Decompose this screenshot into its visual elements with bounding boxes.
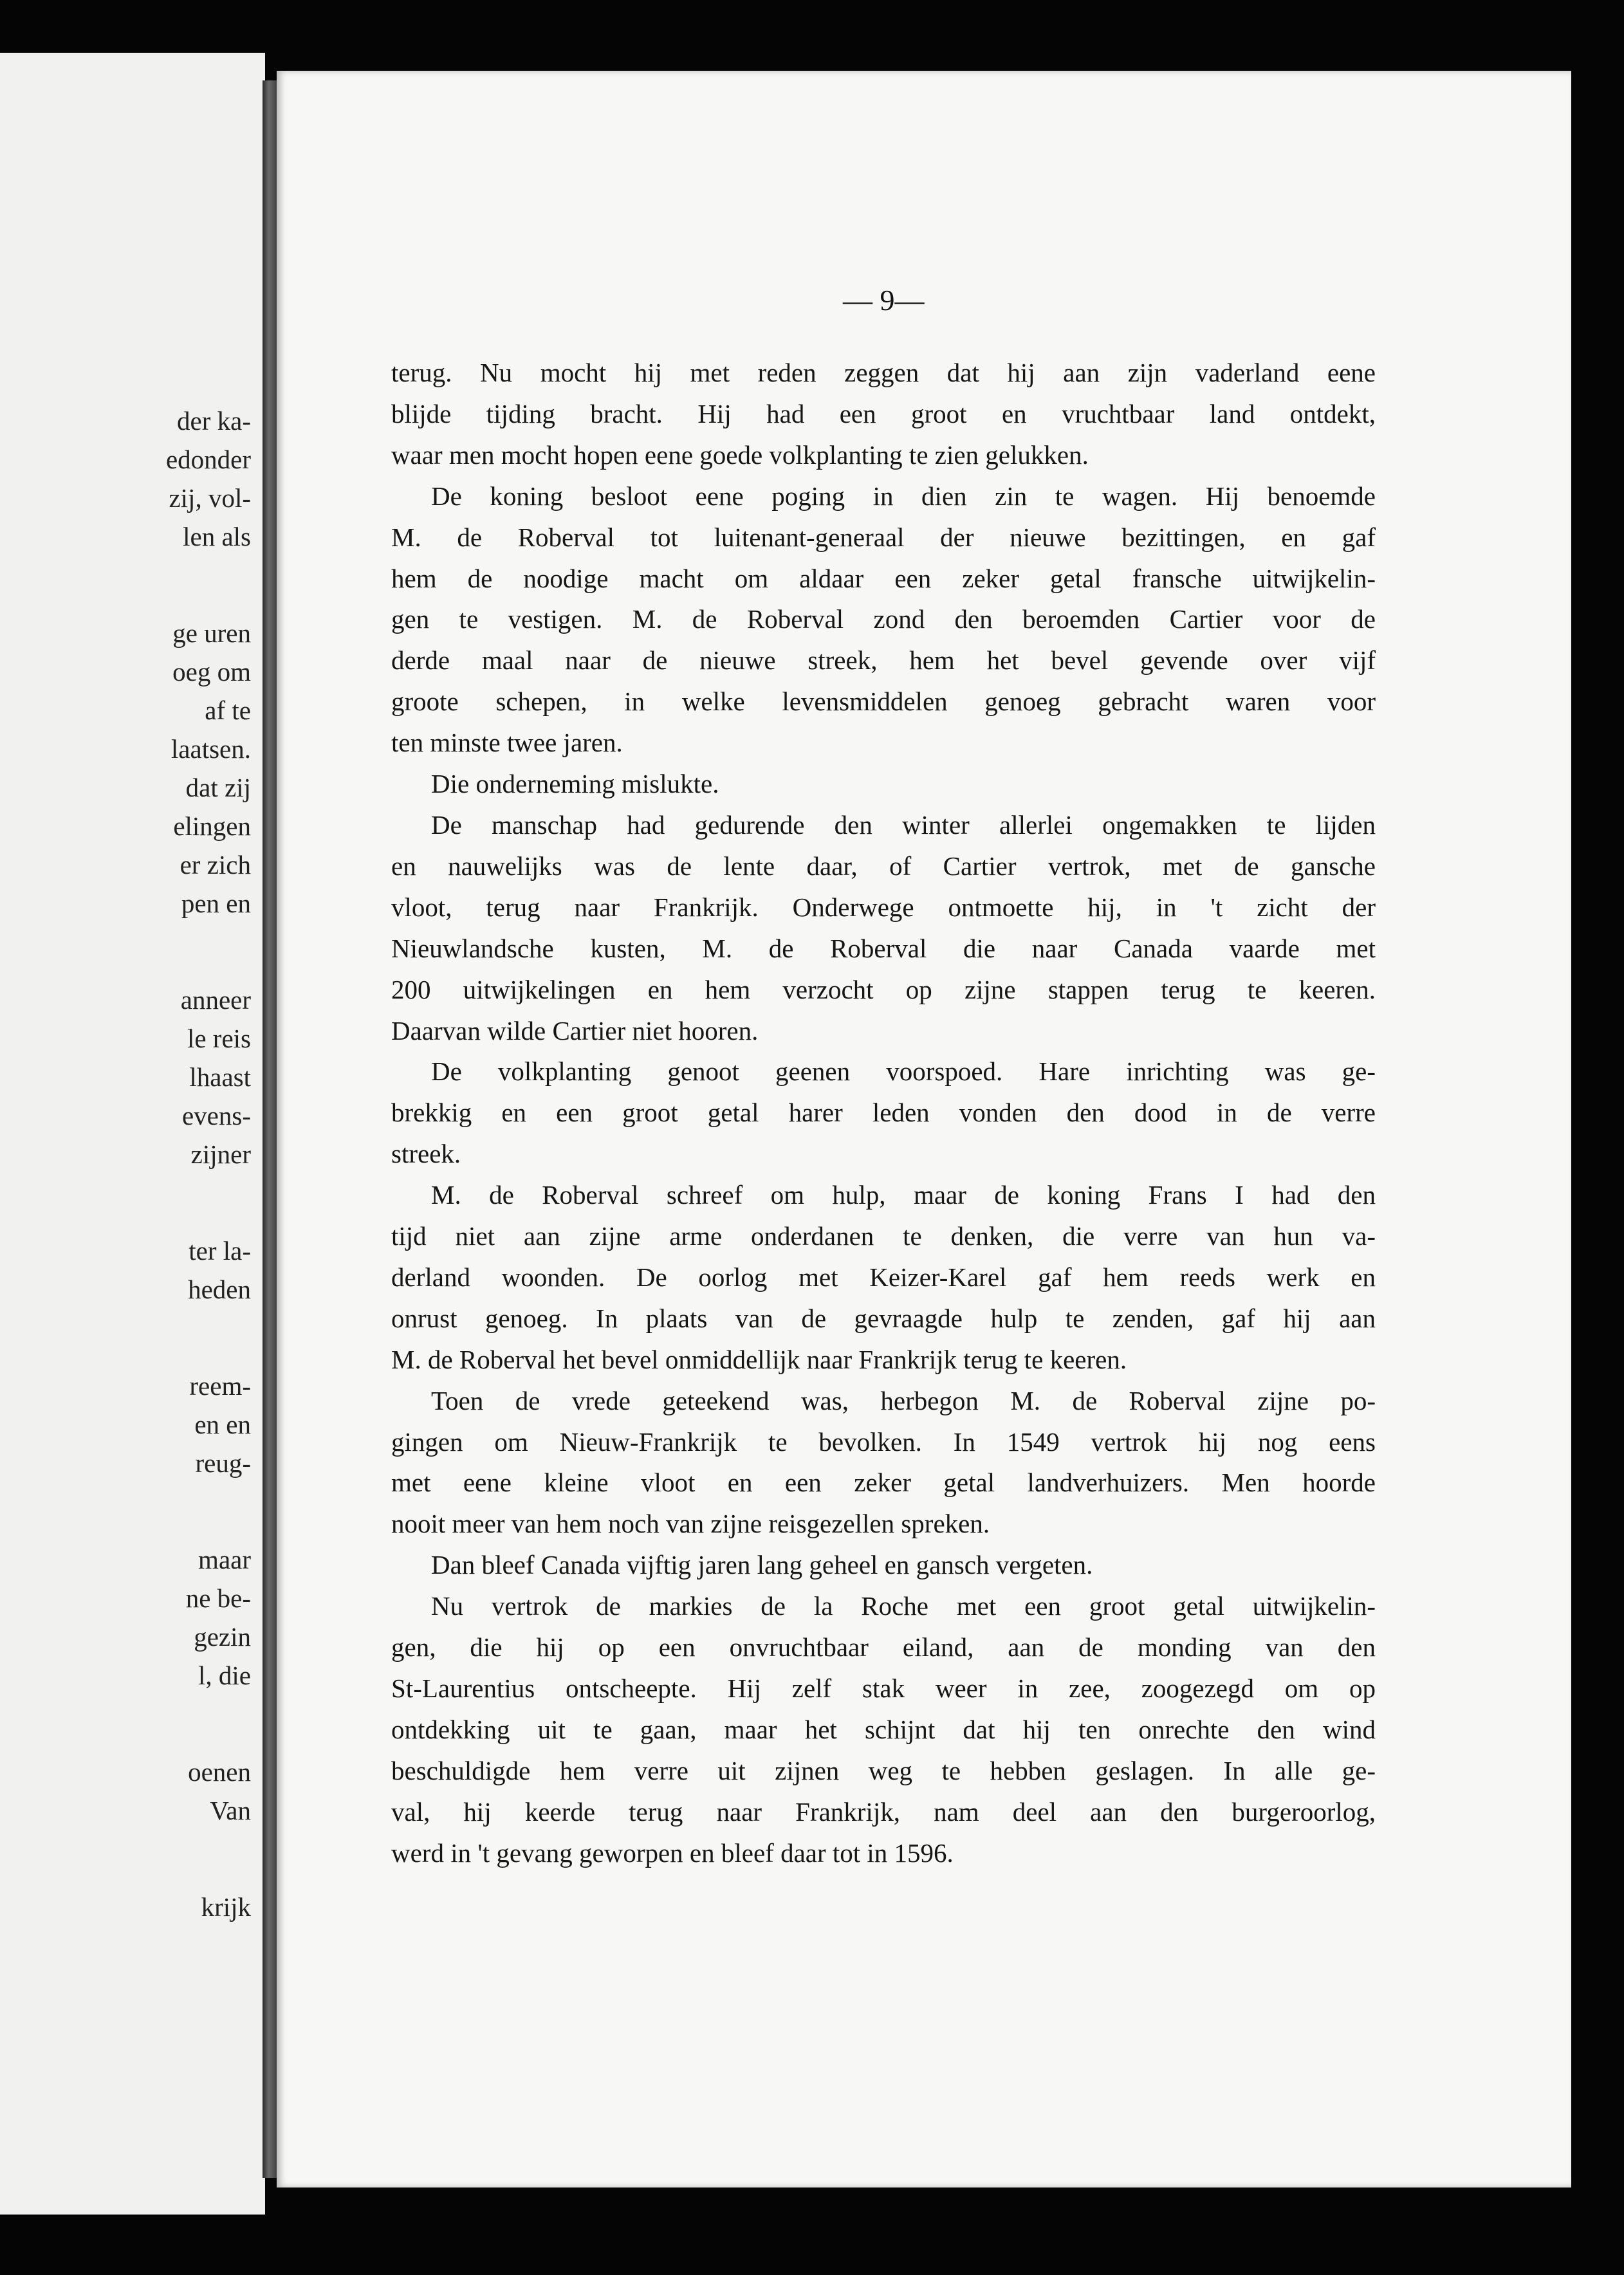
text-line: gingen om Nieuw-Frankrijk te bevolken. In 1549 vertrok hij nog eens [391,1426,1376,1457]
text-line: vloot, terug naar Frankrijk. Onderwege ontmoette hij, in 't zicht der [391,892,1376,922]
left-page-fragment: lhaast [189,1062,251,1092]
text-line: gen, die hij op een onvruchtbaar eiland, aan de monding van den [391,1632,1376,1663]
left-page-fragment: ter la- [189,1236,251,1266]
left-page-fragment: er zich [180,850,251,880]
text-line: St-Laurentius ontscheepte. Hij zelf stak weer in zee, zoogezegd om op [391,1673,1376,1703]
left-page-fragment: elingen [173,811,251,841]
left-page-fragment: laatsen. [171,734,251,764]
text-line: De koning besloot eene poging in dien zin te wagen. Hij benoemde [431,481,1376,511]
text-line: gen te vestigen. M. de Roberval zond den beroemden Cartier voor de [391,604,1376,634]
text-line: Toen de vrede geteekend was, herbegon M. de Roberval zijne po- [431,1385,1376,1415]
left-page-fragment: reug- [195,1448,251,1478]
left-page-fragment: Van [210,1796,251,1825]
text-line: Nu vertrok de markies de la Roche met een groot getal uitwijkelin- [431,1591,1376,1621]
left-page-fragment: evens- [181,1101,251,1130]
text-line: De volkplanting genoot geenen voorspoed. Hare inrichting was ge- [431,1056,1376,1087]
left-page-fragment: en en [194,1410,251,1439]
text-line: ontdekking uit te gaan, maar het schijnt dat hij ten onrechte den wind [391,1714,1376,1744]
text-line: beschuldigde hem verre uit zijnen weg te hebben geslagen. In alle ge- [391,1755,1376,1785]
left-page-fragment: le reis [187,1024,251,1053]
text-line: met eene kleine vloot en een zeker getal landverhuizers. Men hoorde [391,1468,1376,1498]
left-page-fragment: heden [188,1275,251,1304]
text-line: waar men mocht hopen eene goede volkplanting te zien gelukken. [391,439,1089,470]
text-line: Daarvan wilde Cartier niet hooren. [391,1015,759,1045]
text-line: 200 uitwijkelingen en hem verzocht op zijne stappen terug te keeren. [391,974,1376,1004]
text-line: hem de noodige macht om aldaar een zeker getal fransche uitwijkelin- [391,563,1376,593]
text-line: blijde tijding bracht. Hij had een groot en vruchtbaar land ontdekt, [391,398,1376,428]
left-page-fragment: len als [183,522,251,551]
text-line: groote schepen, in welke levensmiddelen genoeg gebracht waren voor [391,686,1376,717]
left-page-fragment: krijk [201,1892,251,1922]
text-line: Nieuwlandsche kusten, M. de Roberval die naar Canada vaarde met [391,933,1376,963]
left-page-fragment: l, die [198,1661,251,1690]
text-line: en nauwelijks was de lente daar, of Cartier vertrok, met de gansche [391,851,1376,881]
left-page-fragment: anneer [180,985,251,1015]
book-gutter [263,80,278,2178]
body-text [391,353,1376,1874]
text-line: brekkig en een groot getal harer leden vonden den dood in de verre [391,1098,1376,1128]
text-line: M. de Roberval het bevel onmiddellijk naar Frankrijk terug te keeren. [391,1344,1127,1374]
text-line: tijd niet aan zijne arme onderdanen te denken, die verre van hun va- [391,1221,1376,1251]
left-page-fragment: dat zij [185,773,251,802]
text-line: onrust genoeg. In plaats van de gevraagde hulp te zenden, gaf hij aan [391,1303,1376,1333]
text-line: De manschap had gedurende den winter allerlei ongemakken te lijden [431,809,1376,840]
left-page-fragment: af te [205,695,251,725]
text-line: ten minste twee jaren. [391,728,623,758]
text-line: werd in 't gevang geworpen en bleef daar tot in 1596. [391,1838,954,1868]
text-line: terug. Nu mocht hij met reden zeggen dat hij aan zijn vaderland eene [391,358,1376,387]
left-page-fragment: zij, vol- [169,483,251,513]
text-line: derland woonden. De oorlog met Keizer-Karel gaf hem reeds werk en [391,1262,1376,1292]
left-page-fragment: reem- [189,1371,251,1401]
left-page-fragment: zijner [190,1139,251,1169]
text-line: M. de Roberval tot luitenant-generaal der nieuwe bezittingen, en gaf [391,522,1376,552]
left-page-fragment: der ka- [177,406,251,436]
text-line: val, hij keerde terug naar Frankrijk, nam deel aan den burgeroorlog, [391,1796,1376,1827]
text-line: nooit meer van hem noch van zijne reisgezellen spreken. [391,1509,990,1539]
text-line: M. de Roberval schreef om hulp, maar de koning Frans I had den [431,1180,1376,1210]
left-page-fragment: oeg om [172,657,251,686]
text-line: Dan bleef Canada vijftig jaren lang geheel en gansch vergeten. [431,1550,1093,1580]
left-page-fragment: maar [198,1545,251,1574]
text-line: derde maal naar de nieuwe streek, hem het bevel gevende over vijf [391,645,1376,676]
text-line: Die onderneming mislukte. [431,769,719,799]
text-line: streek. [391,1139,461,1169]
left-page-fragment: ge uren [172,618,251,648]
page-number: — 9— [843,284,925,317]
left-page-fragment: oenen [188,1757,251,1787]
left-page-fragment: gezin [194,1622,251,1652]
left-page-fragment: pen en [181,889,251,918]
left-page [0,53,265,2215]
left-page-fragment: ne be- [185,1583,251,1613]
left-page-fragment: edonder [165,445,251,474]
